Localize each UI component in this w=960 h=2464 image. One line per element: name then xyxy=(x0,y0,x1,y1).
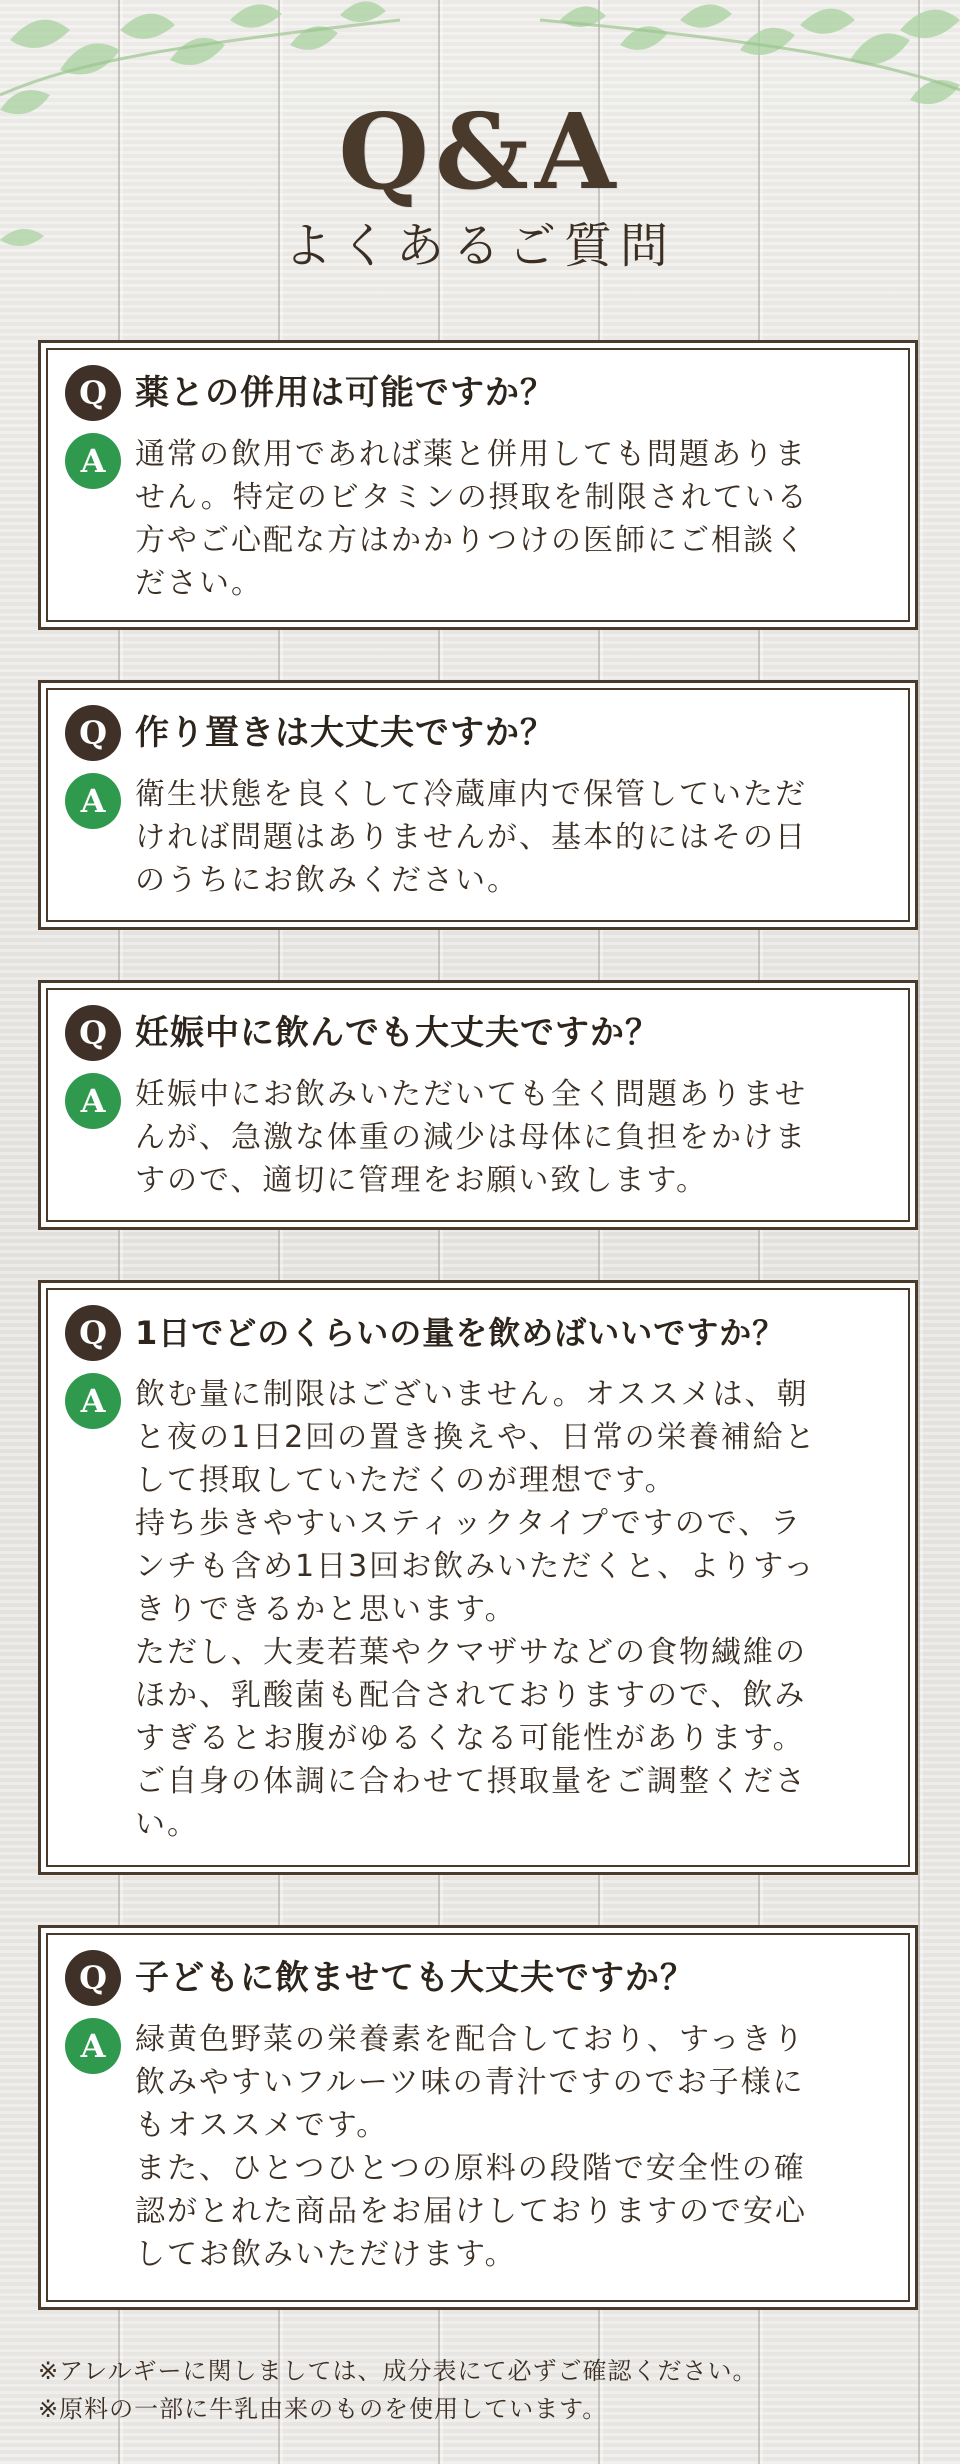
answer-line: ださい。 xyxy=(135,566,263,601)
answer-line: して摂取していただくのが理想です。 xyxy=(135,1463,677,1498)
answer-line: してお飲みいただけます。 xyxy=(135,2237,517,2272)
answer-text xyxy=(135,773,807,902)
answer-text xyxy=(135,1073,807,1202)
question-row xyxy=(65,1005,887,1061)
answer-line: もオススメです。 xyxy=(135,2108,389,2143)
answer-line: ンチも含め1日3回お飲みいただくと、よりすっ xyxy=(135,1549,816,1584)
answer-line: 通常の飲用であれば薬と併用しても問題ありま xyxy=(135,437,807,472)
answer-line: ご自身の体調に合わせて摂取量をご調整くださ xyxy=(135,1764,807,1799)
question-row xyxy=(65,1950,887,2006)
answer-line: ほか、乳酸菌も配合されておりますので、飲み xyxy=(135,1678,807,1713)
answer-line: んが、急激な体重の減少は母体に負担をかけま xyxy=(135,1120,807,1155)
answer-line: い。 xyxy=(135,1807,199,1842)
question-row xyxy=(65,1305,887,1361)
faq-card xyxy=(38,1925,918,2310)
question-row xyxy=(65,705,887,761)
question-text: 子どもに飲ませても大丈夫ですか？ xyxy=(135,1958,695,1998)
answer-badge: A xyxy=(65,433,121,489)
question-badge: Q xyxy=(65,1950,121,2006)
answer-row xyxy=(65,771,887,902)
answer-badge: A xyxy=(65,1373,121,1429)
answer-line: きりできるかと思います。 xyxy=(135,1592,517,1627)
footnote-allergy: ※アレルギーに関しましては、成分表にて必ずご確認ください。 xyxy=(38,2357,758,2385)
answer-badge: A xyxy=(65,773,121,829)
answer-row xyxy=(65,431,887,605)
question-text: 1日でどのくらいの量を飲めばいいですか？ xyxy=(135,1314,786,1352)
answer-row xyxy=(65,1371,887,1846)
question-badge: Q xyxy=(65,1005,121,1061)
answer-badge: A xyxy=(65,1073,121,1129)
answer-line: すぎるとお腹がゆるくなる可能性があります。 xyxy=(135,1721,805,1756)
answer-line: と夜の1日2回の置き換えや、日常の栄養補給と xyxy=(135,1420,817,1455)
answer-line: 妊娠中にお飲みいただいても全く問題ありませ xyxy=(135,1077,807,1112)
answer-line: 飲みやすいフルーツ味の青汁ですのでお子様に xyxy=(135,2065,805,2100)
answer-line: のうちにお飲みください。 xyxy=(135,863,519,898)
answer-line: ただし、大麦若葉やクマザサなどの食物繊維の xyxy=(135,1635,807,1670)
answer-line: ければ問題はありませんが、基本的にはその日 xyxy=(135,820,807,855)
faq-card xyxy=(38,1280,918,1875)
question-badge: Q xyxy=(65,365,121,421)
page-subtitle: よくあるご質問 xyxy=(283,218,676,274)
question-text: 妊娠中に飲んでも大丈夫ですか？ xyxy=(135,1013,660,1053)
question-badge: Q xyxy=(65,1305,121,1361)
answer-text xyxy=(135,1373,817,1846)
question-badge: Q xyxy=(65,705,121,761)
question-text: 薬との併用は可能ですか？ xyxy=(135,373,555,413)
answer-line: 認がとれた商品をお届けしておりますので安心 xyxy=(135,2194,807,2229)
answer-line: すので、適切に管理をお願い致します。 xyxy=(135,1163,708,1198)
question-text: 作り置きは大丈夫ですか？ xyxy=(135,713,555,753)
answer-row xyxy=(65,2016,887,2276)
answer-line: 飲む量に制限はございません。オススメは、朝 xyxy=(135,1377,809,1412)
answer-text xyxy=(135,2018,807,2276)
page-header xyxy=(0,90,960,274)
answer-line: せん。特定のビタミンの摂取を制限されている xyxy=(135,480,809,515)
question-row xyxy=(65,365,887,421)
page-title: Q&A xyxy=(338,90,622,213)
answer-line: 緑黄色野菜の栄養素を配合しており、すっきり xyxy=(135,2022,806,2057)
answer-line: また、ひとつひとつの原料の段階で安全性の確 xyxy=(135,2151,806,2186)
faq-card xyxy=(38,980,918,1230)
answer-line: 衛生状態を良くして冷蔵庫内で保管していただ xyxy=(135,777,807,812)
faq-card xyxy=(38,680,918,930)
answer-row xyxy=(65,1071,887,1202)
answer-line: 方やご心配な方はかかりつけの医師にご相談く xyxy=(135,523,807,558)
footnotes xyxy=(38,2352,938,2428)
answer-badge: A xyxy=(65,2018,121,2074)
footnote-milk: ※原料の一部に牛乳由来のものを使用しています。 xyxy=(38,2395,608,2423)
answer-line: 持ち歩きやすいスティックタイプですので、ラ xyxy=(135,1506,803,1541)
faq-card xyxy=(38,340,918,630)
answer-text xyxy=(135,433,809,605)
